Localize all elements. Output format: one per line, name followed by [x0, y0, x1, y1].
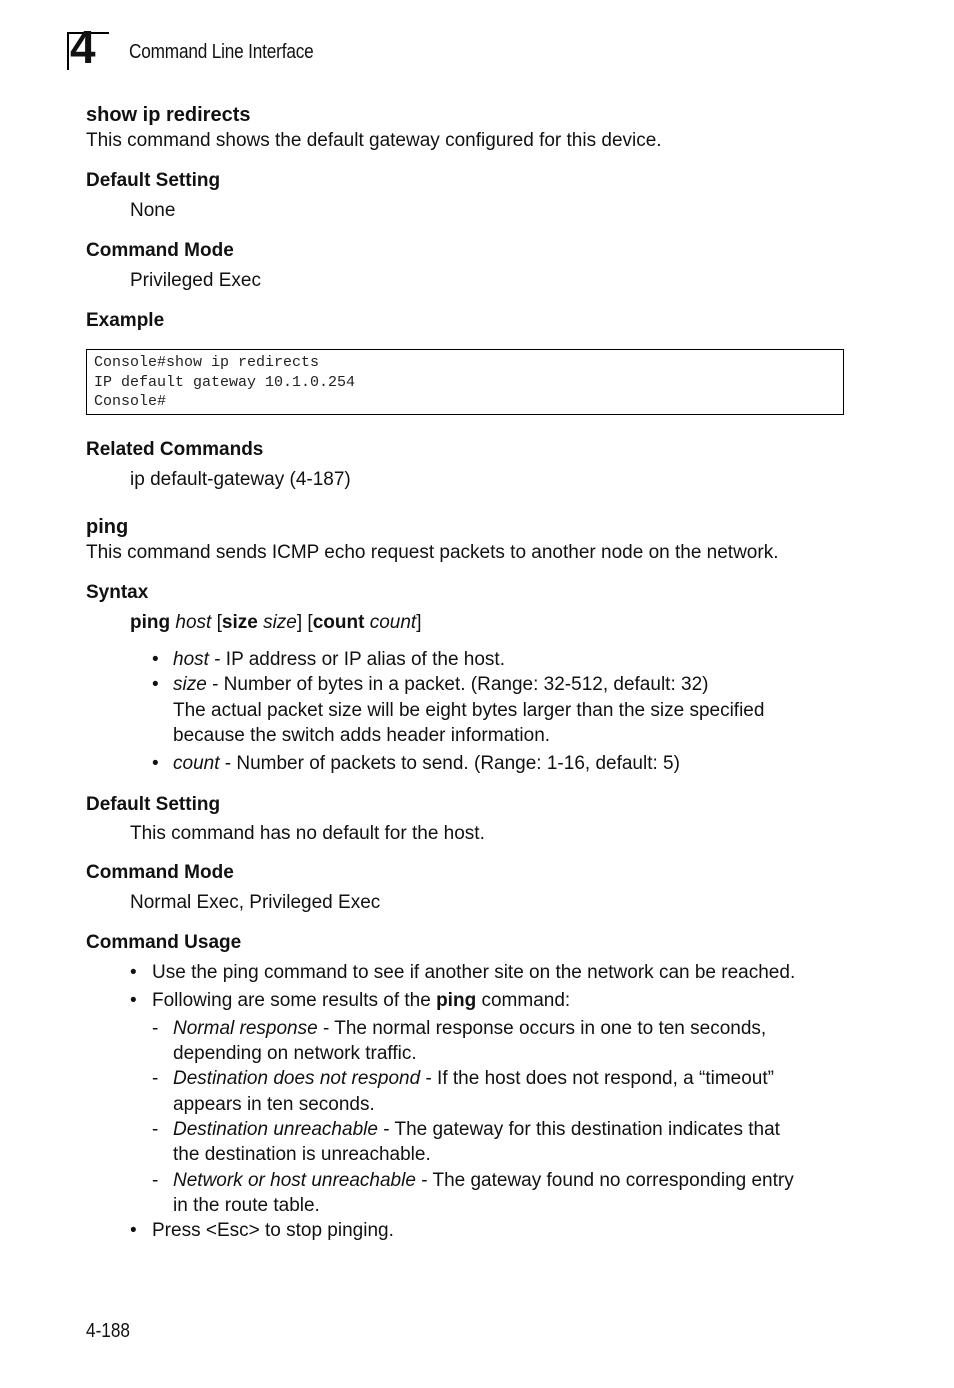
syntax-line [130, 611, 421, 635]
command-mode-heading: Command Mode [86, 862, 234, 883]
default-setting-value: None [130, 200, 176, 221]
code-line: IP default gateway 10.1.0.254 [94, 373, 356, 391]
syntax-bracket: [ [211, 612, 222, 633]
result-term: Network or host unreachable [173, 1170, 416, 1191]
syntax-arg-size: size [263, 612, 297, 633]
bullet-icon: • [152, 649, 159, 670]
result-item [173, 1169, 794, 1193]
param-size-note: The actual packet size will be eight bytes larger than the size specified [173, 700, 765, 721]
command-description: This command sends ICMP echo request packets to another node on the network. [86, 542, 779, 563]
result-item-cont: appears in ten seconds. [173, 1094, 375, 1115]
param-host [173, 648, 505, 672]
usage-command: ping [436, 990, 477, 1011]
result-item [173, 1118, 780, 1142]
bullet-icon: • [130, 1220, 137, 1241]
result-text: - If the host does not respond, a “timeout” [420, 1068, 774, 1089]
related-commands-heading: Related Commands [86, 439, 264, 460]
result-term: Destination does not respond [173, 1068, 421, 1089]
syntax-arg-count: count [369, 612, 417, 633]
param-size-note-cont: because the switch adds header information. [173, 725, 551, 746]
dash-icon: - [152, 1068, 159, 1089]
command-title-show-ip-redirects: show ip redirects [86, 104, 251, 126]
syntax-heading: Syntax [86, 582, 149, 603]
param-text: - Number of bytes in a packet. (Range: 32-512, default: 32) [206, 674, 709, 695]
dash-icon: - [152, 1119, 159, 1140]
related-command-link: ip default-gateway (4-187) [130, 469, 351, 490]
example-code-block [86, 349, 844, 415]
param-text: - Number of packets to send. (Range: 1-16, default: 5) [219, 753, 680, 774]
example-heading: Example [86, 310, 165, 331]
code-line: Console# [94, 393, 167, 410]
result-text: - The gateway for this destination indicates that [377, 1119, 780, 1140]
syntax-arg-host: host [175, 612, 212, 633]
param-term: size [173, 674, 207, 695]
bullet-icon: • [130, 962, 137, 983]
result-item [173, 1067, 774, 1091]
page-number: 4-188 [86, 1320, 130, 1342]
default-setting-heading: Default Setting [86, 170, 221, 191]
default-setting-value: This command has no default for the host. [130, 823, 485, 844]
syntax-keyword-count: count [312, 612, 365, 633]
result-text: - The normal response occurs in one to ten seconds, [317, 1018, 767, 1039]
command-mode-heading: Command Mode [86, 240, 234, 261]
syntax-command: ping [130, 612, 171, 633]
command-title-ping: ping [86, 516, 129, 538]
syntax-keyword-size: size [221, 612, 258, 633]
chapter-number: 4 [70, 21, 96, 73]
param-count [173, 752, 680, 776]
usage-text: command: [476, 990, 571, 1011]
syntax-bracket: ] [ [296, 612, 313, 633]
command-usage-heading: Command Usage [86, 932, 242, 953]
bullet-icon: • [152, 753, 159, 774]
result-item-cont: depending on network traffic. [173, 1043, 417, 1064]
usage-item: Press <Esc> to stop pinging. [152, 1220, 394, 1241]
command-description: This command shows the default gateway configured for this device. [86, 130, 662, 151]
dash-icon: - [152, 1170, 159, 1191]
param-term: count [173, 753, 220, 774]
usage-item: Use the ping command to see if another site on the network can be reached. [152, 962, 796, 983]
command-mode-value: Normal Exec, Privileged Exec [130, 892, 381, 913]
syntax-bracket: ] [416, 612, 422, 633]
code-line: Console#show ip redirects [94, 354, 320, 371]
result-item-cont: the destination is unreachable. [173, 1144, 431, 1165]
usage-item [152, 989, 570, 1013]
param-term: host [173, 649, 209, 670]
result-term: Destination unreachable [173, 1119, 378, 1140]
result-text: - The gateway found no corresponding entry [415, 1170, 794, 1191]
result-term: Normal response [173, 1018, 318, 1039]
chapter-title: Command Line Interface [129, 41, 314, 63]
default-setting-heading: Default Setting [86, 794, 221, 815]
result-item-cont: in the route table. [173, 1195, 320, 1216]
bullet-icon: • [152, 674, 159, 695]
command-mode-value: Privileged Exec [130, 270, 261, 291]
param-size [173, 673, 708, 697]
param-text: - IP address or IP alias of the host. [208, 649, 505, 670]
result-item [173, 1017, 766, 1041]
bullet-icon: • [130, 990, 137, 1011]
usage-text: Following are some results of the [152, 990, 437, 1011]
dash-icon: - [152, 1018, 159, 1039]
